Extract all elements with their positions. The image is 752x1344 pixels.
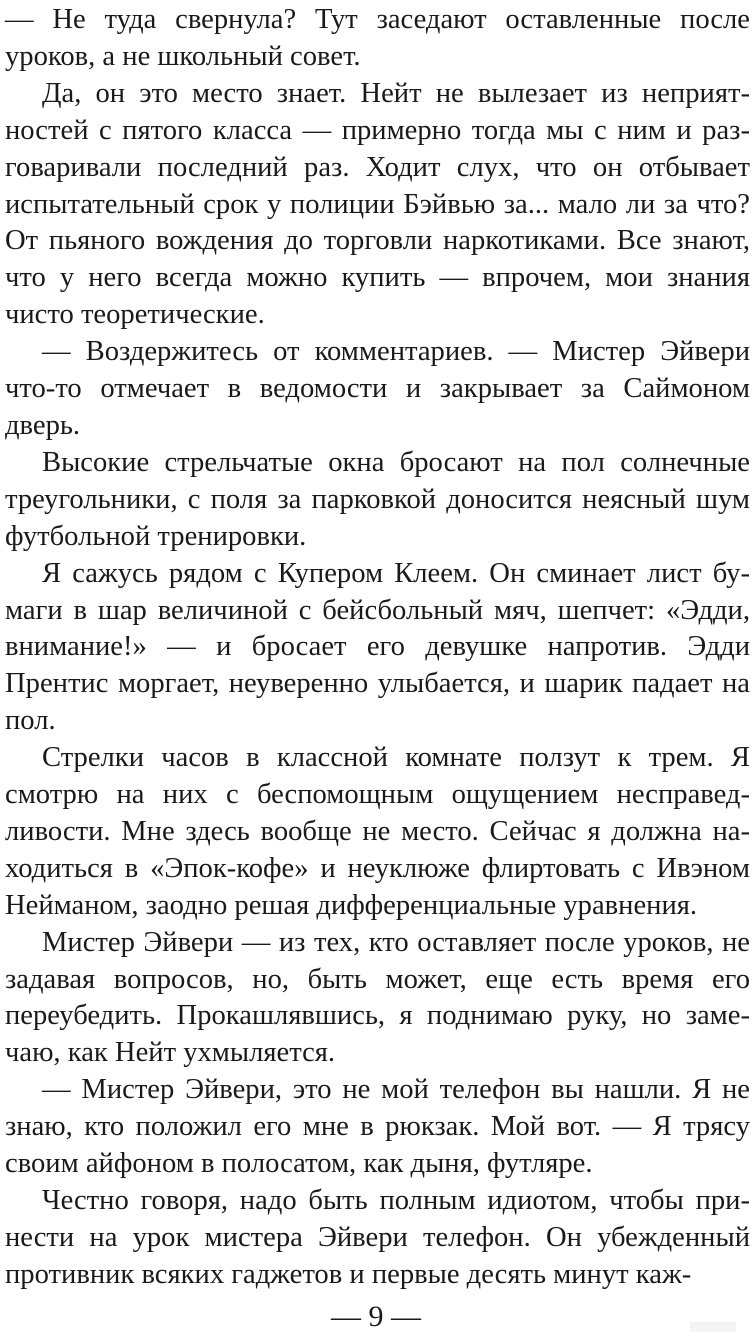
paragraph-4: Высокие стрельчатые окна бросают на пол солнечные треугольники, с поля за парковкой доносится неясный шум футбольной тренировки.	[5, 446, 750, 552]
body-text	[5, 2, 750, 1294]
paragraph-5: Я сажусь рядом с Купером Клеем. Он сминает лист бумаги в шар величиной с бейсбольный мяч, шепчет: «Эдди, внимание!» — и бросает его девушке напротив. Эдди Прентис моргает, неуверенно улыбается, и шарик падает на пол.	[5, 557, 750, 737]
paragraph-2: Да, он это место знает. Нейт не вылезает из неприятностей с пятого класса — примерно тогда мы с ним и разговаривали последний раз. Ходит слух, что он отбывает испытательный срок у полиции Бэйвью за... мало ли за что? От пьяного вождения до торговли наркотиками. Все знают, что у него всегда можно купить — впрочем, мои знания чисто теоретические.	[5, 77, 750, 331]
page-number: — 9 —	[331, 1300, 421, 1333]
paragraph-9: Честно говоря, надо быть полным идиотом, чтобы принести на урок мистера Эйвери телефон. Он убежденный противник всяких гаджетов и первые десять минут каж-	[5, 1185, 750, 1290]
paragraph-3: — Воздержитесь от комментариев. — Мистер Эйвери что-то отмечает в ведомости и закрывает за Саймоном дверь.	[5, 336, 750, 441]
paragraph-7: Мистер Эйвери — из тех, кто оставляет после уроков, не задавая вопросов, но, быть может, еще есть время его переубедить. Прокашлявшись, я поднимаю руку, но замечаю, как Нейт ухмыляется.	[5, 926, 750, 1069]
scan-corner-mark	[690, 1322, 736, 1332]
paragraph-1: — Не туда свернула? Тут заседают оставленные после уроков, а не школьный совет.	[5, 4, 750, 72]
paragraph-6: Стрелки часов в классной комнате ползут к трем. Я смотрю на них с беспомощным ощущением несправедливости. Мне здесь вообще не место. Сейчас я должна находиться в «Эпок-кофе» и неуклюже флиртовать с Ивэном Нейманом, заодно решая дифференциальные уравнения.	[5, 742, 750, 921]
paragraph-8: — Мистер Эйвери, это не мой телефон вы нашли. Я не знаю, кто положил его мне в рюкзак. Мой вот. — Я трясу своим айфоном в полосатом, как дыня, футляре.	[5, 1074, 750, 1180]
